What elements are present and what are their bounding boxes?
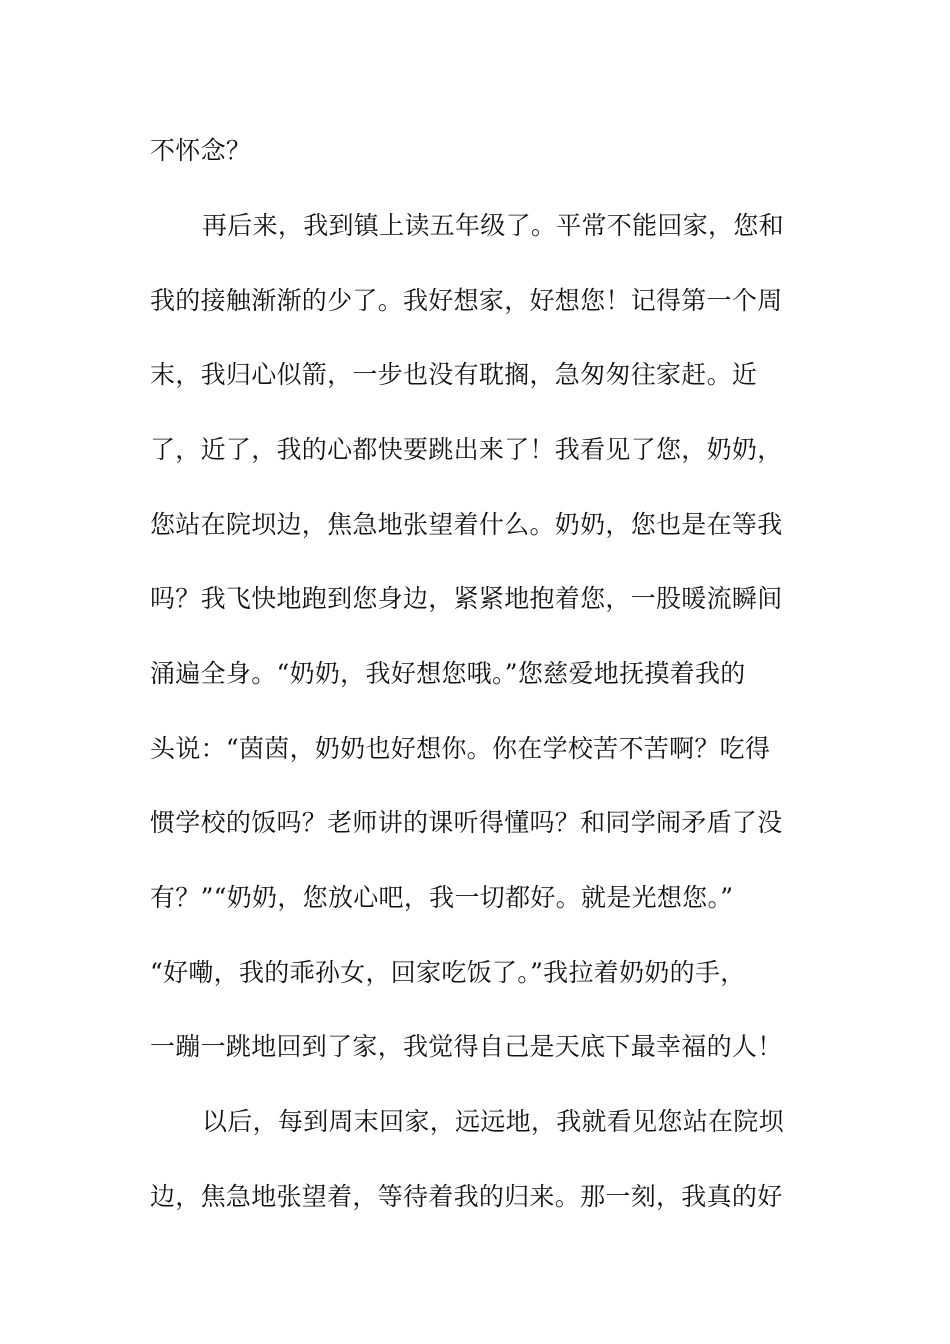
text-line: 惯学校的饭吗？老师讲的课听得懂吗？和同学闹矛盾了没 (150, 808, 783, 837)
text-line: 头说：“茵茵，奶奶也好想你。你在学校苦不苦啊？吃得 (150, 734, 771, 763)
text-line: 吗？我飞快地跑到您身边，紧紧地抱着您，一股暖流瞬间 (150, 584, 783, 613)
text-line: 有？”“奶奶，您放心吧，我一切都好。就是光想您。” (150, 883, 734, 912)
paragraph-start-line: 以后，每到周末回家，远远地，我就看见您站在院坝 (202, 1107, 784, 1136)
text-line: 不怀念？ (150, 136, 252, 165)
text-line: 您站在院坝边，焦急地张望着什么。奶奶，您也是在等我 (150, 510, 783, 539)
text-line: “好嘞，我的乖孙女，回家吃饭了。”我拉着奶奶的手， (150, 958, 746, 987)
paragraph-start-line: 再后来，我到镇上读五年级了。平常不能回家，您和 (202, 211, 784, 240)
text-line: 我的接触渐渐的少了。我好想家，好想您！记得第一个周 (150, 286, 783, 315)
text-line: 末，我归心似箭，一步也没有耽搁，急匆匆往家赶。近 (150, 360, 758, 389)
text-line: 涌遍全身。“奶奶，我好想您哦。”您慈爱地抚摸着我的 (150, 659, 746, 688)
text-line: 边，焦急地张望着，等待着我的归来。那一刻，我真的好 (150, 1182, 783, 1211)
text-line: 一蹦一跳地回到了家，我觉得自己是天底下最幸福的人！ (150, 1032, 783, 1061)
text-line: 了，近了，我的心都快要跳出来了！我看见了您，奶奶， (150, 435, 783, 464)
